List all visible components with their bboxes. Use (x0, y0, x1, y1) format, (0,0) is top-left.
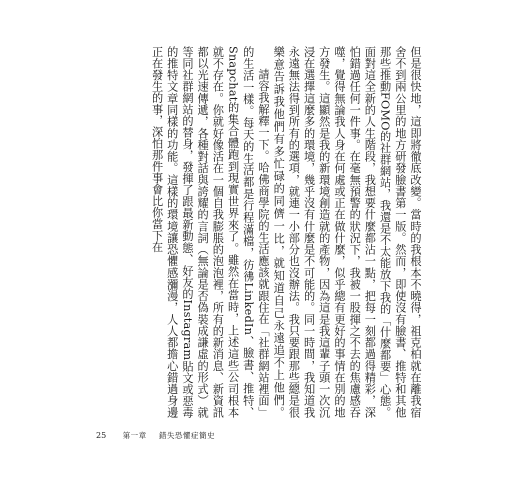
paragraph: 但是很快地，這即將徹底改變。當時的我根本不曉得，祖克柏就在離我宿舍不到兩公里的地方研發臉書第一版。然而，即使沒有臉書、推特和其他那些推動FOMO的社群網站，我還是不太能放下我的「什麼都要」心態。面對這全新的人生階段，我想要什麼都沾一點，把每一刻都過得精彩，深怕錯過任何一件事。在毫無預警的狀況下，我被一股揮之不去的焦慮感吞噬，覺得無論我人身在何處或正在做什麼，似乎總有更好的事情在別的地方發生。這顯然是我的新環境創造就的產物，因為這是我這輩子頭一次沉浸在選擇這麼多的環境，幾乎沒有什麼是不可能的。同一時間，我知道我永遠無法得到所有的選項，就連一小部分也沒辦法。我只要跟那些總是很樂意告訴我他們有多忙碌的同儕一比，就知道自己永遠追不上他們。 (272, 46, 422, 418)
page-footer (96, 429, 215, 443)
page-number: 25 (96, 431, 107, 440)
paragraph (149, 46, 271, 418)
chapter-title: 錯失恐懼症簡史 (158, 431, 215, 440)
body-text (95, 46, 423, 418)
chapter-label: 第一章 (122, 431, 147, 440)
paragraph-text: 請容我解釋一下。哈佛商學院的生活應該就跟住在「社群網站裡面」的生活一樣。每天的生活都是行程滿檔，彷彿LinkedIn、臉書、推特、Snapchat的集合體跑到現實世界來了。雖然在當時，上述這些公司根本就不存在。你就好像活在一個自我膨脹的泡泡裡，所有的新消息、新資訊都以光速傳遞，各種對話與誇耀的言詞（無論是否偽裝成謙虛的形式）就等同社群網站的替身，發揮了跟最新動態、好友的Instagram貼文或惡毒的推特文章同樣的功能。這樣的環境讓恐懼感瀰漫，人人都擔心錯過身邊正在發生的事，深怕那件事會比你當下在 (150, 46, 270, 418)
